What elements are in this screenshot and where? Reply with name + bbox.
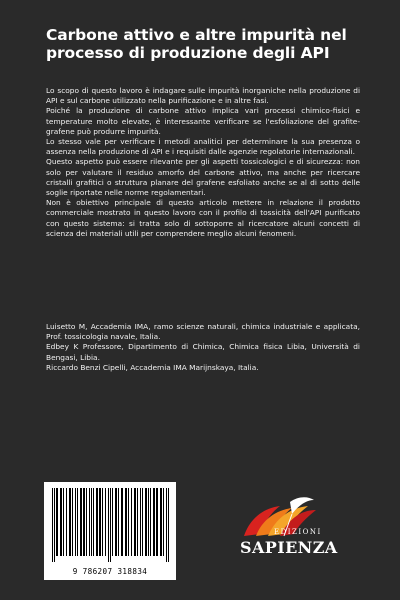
abstract-paragraph: Non è obiettivo principale di questo articolo mettere in relazione il prodotto commerciale mostrato in questo lavoro con il profilo di tossicità dell'API purificato con questo sistema: si tratta solo di sottoporre al ricercatore alcuni concetti di scienza dei materiali utili per comprendere meglio alcuni fenomeni.	[46, 198, 360, 238]
publisher-logo	[236, 492, 336, 572]
abstract	[46, 86, 360, 239]
barcode-bars-icon	[48, 486, 172, 564]
publisher-line1: EDIZIONI	[274, 528, 322, 536]
publisher-line2: SAPIENZA	[240, 538, 338, 557]
isbn-barcode	[44, 482, 176, 580]
book-title: Carbone attivo e altre impurità nel processo di produzione degli API	[46, 26, 347, 62]
author-bio: Edbey K Professore, Dipartimento di Chimica, Chimica fisica Libia, Università di Bengasi, Libia.	[46, 342, 360, 362]
abstract-paragraph: Lo stesso vale per verificare i metodi analitici per determinare la sua presenza o assenza nella produzione di API e i requisiti dalle agenzie regolatorie internazionali.	[46, 137, 360, 157]
abstract-paragraph: Poiché la produzione di carbone attivo implica vari processi chimico-fisici e temperature molto elevate, è interessante verificare se l'esfoliazione del grafite-grafene può produrre impurità.	[46, 106, 360, 136]
isbn-digits: 9 786207 318834	[72, 567, 148, 576]
author-bio: Luisetto M, Accademia IMA, ramo scienze naturali, chimica industriale e applicata, Prof. tossicologia navale, Italia.	[46, 322, 360, 342]
abstract-paragraph: Lo scopo di questo lavoro è indagare sulle impurità inorganiche nella produzione di API e sul carbone utilizzato nella purificazione e in altre fasi.	[46, 86, 360, 106]
abstract-paragraph: Questo aspetto può essere rilevante per gli aspetti tossicologici e di sicurezza: non solo per valutare il residuo amorfo del carbone attivo, ma anche per ricercare cristalli grafitici o struttura planare del grafene esfoliato anche se al di sotto delle soglie riportate nelle norme regolamentari.	[46, 157, 360, 198]
author-bio: Riccardo Benzi Cipelli, Accademia IMA Marijnskaya, Italia.	[46, 362, 259, 372]
author-bios	[46, 322, 360, 373]
